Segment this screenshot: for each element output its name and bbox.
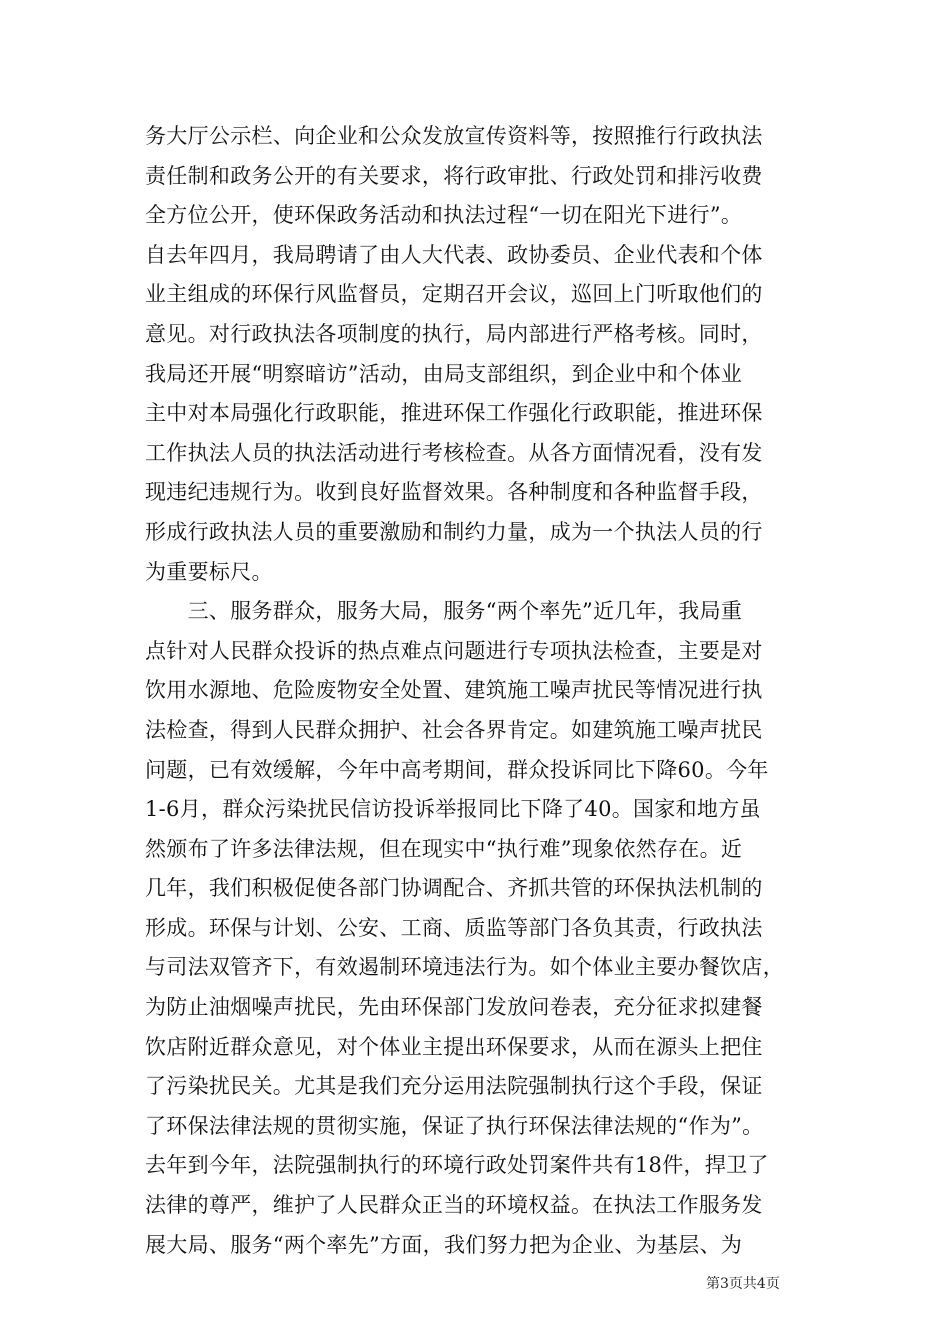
- text-line: 务大厅公示栏、向企业和公众发放宣传资料等，按照推行行政执法: [145, 124, 763, 148]
- text-line: 业主组成的环保行风监督员，定期召开会议，巡回上门听取他们的: [145, 282, 763, 307]
- text-line: 主中对本局强化行政职能，推进环保工作强化行政职能，推进环保: [145, 401, 763, 426]
- text-line: 法检查，得到人民群众拥护、社会各界肯定。如建筑施工噪声扰民: [145, 717, 763, 742]
- text-line: 形成行政执法人员的重要激励和制约力量，成为一个执法人员的行: [145, 519, 763, 544]
- text-line: 问题，已有效缓解，今年中高考期间，群众投诉同比下降60。今年: [145, 757, 769, 782]
- text-line: 为防止油烟噪声扰民，先由环保部门发放问卷表，充分征求拟建餐: [145, 995, 763, 1020]
- text-line: 与司法双管齐下，有效遏制环境违法行为。如个体业主要办餐饮店，: [145, 955, 784, 980]
- page-number-footer: 第3页共4页: [706, 1276, 780, 1292]
- text-line: 责任制和政务公开的有关要求，将行政审批、行政处罚和排污收费: [145, 163, 763, 188]
- text-line: 法律的尊严，维护了人民群众正当的环境权益。在执法工作服务发: [145, 1193, 763, 1218]
- text-line: 三、服务群众，服务大局，服务“两个率先”近几年，我局重: [145, 599, 743, 624]
- text-line: 饮用水源地、危险废物安全处置、建筑施工噪声扰民等情况进行执: [145, 678, 763, 703]
- text-line: 然颁布了许多法律法规，但在现实中“执行难”现象依然存在。近: [145, 836, 743, 861]
- text-line: 点针对人民群众投诉的热点难点问题进行专项执法检查，主要是对: [145, 638, 763, 663]
- text-line: 现违纪违规行为。收到良好监督效果。各种制度和各种监督手段，: [145, 480, 763, 505]
- text-line: 我局还开展“明察暗访”活动，由局支部组织，到企业中和个体业: [145, 361, 743, 386]
- text-line: 意见。对行政执法各项制度的执行，局内部进行严格考核。同时，: [145, 321, 763, 346]
- text-line: 全方位公开，使环保政务活动和执法过程“一切在阳光下进行”。: [145, 203, 743, 228]
- text-line: 为重要标尺。: [145, 559, 273, 584]
- text-line: 展大局、服务“两个率先”方面，我们努力把为企业、为基层、为: [145, 1232, 743, 1257]
- text-line: 几年，我们积极促使各部门协调配合、齐抓共管的环保执法机制的: [145, 876, 763, 901]
- text-line: 去年到今年，法院强制执行的环境行政处罚案件共有18件，捍卫了: [145, 1153, 769, 1178]
- text-line: 了环保法律法规的贯彻实施，保证了执行环保法律法规的“作为”。: [145, 1113, 764, 1138]
- text-line: 饮店附近群众意见，对个体业主提出环保要求，从而在源头上把住: [145, 1034, 763, 1059]
- text-line: 1-6月，群众污染扰民信访投诉举报同比下降了40。国家和地方虽: [145, 797, 761, 822]
- text-line: 工作执法人员的执法活动进行考核检查。从各方面情况看，没有发: [145, 440, 763, 465]
- text-line: 自去年四月，我局聘请了由人大代表、政协委员、企业代表和个体: [145, 242, 763, 267]
- text-line: 形成。环保与计划、公安、工商、质监等部门各负其责，行政执法: [145, 915, 763, 940]
- text-line: 了污染扰民关。尤其是我们充分运用法院强制执行这个手段，保证: [145, 1074, 763, 1099]
- body-text: [145, 117, 815, 1265]
